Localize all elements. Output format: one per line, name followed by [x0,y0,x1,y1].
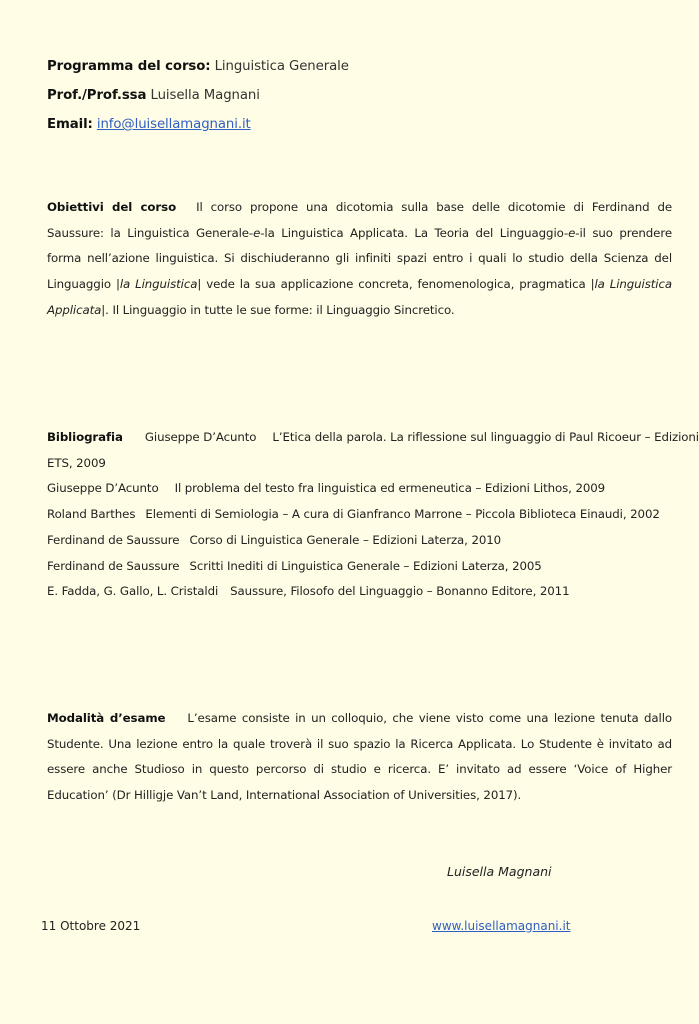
bibliography-section [47,425,699,605]
objectives-em-4: la Linguistica Applicata [47,277,672,317]
bib-author: Giuseppe D’Acunto [144,430,257,444]
bibliography-item [47,554,677,580]
course-label: Programma del corso: [47,59,211,74]
objectives-text-5: |. Il Linguaggio in tutte le sue forme: il Linguaggio Sincretico. [101,302,455,317]
objectives-text-3: -il suo prendere forma nell’azione linguistica. Si dischiuderanno gli infiniti spazi entro i quali lo studio della Scienza del Linguaggio | [47,225,672,292]
bib-work: Corso di Linguistica Generale – Edizioni Laterza, 2010 [189,532,502,547]
bibliography-label: Bibliografia [47,430,123,444]
exam-text: L’esame consiste in un colloquio, che viene visto come una lezione tenuta dallo Studente. Una lezione entro la quale troverà il suo spazio la Ricerca Applicata. Lo Studente è invitato ad essere anche Studioso in questo percorso di studio e ricerca. E’ invitato ad essere ‘Voice of Higher Education’ (Dr Hilligje Van’t Land, International Association of Universities, 2017). [47,711,672,803]
course-title-line [47,58,349,76]
bibliography-item [47,528,677,554]
bibliography-item [47,502,677,528]
objectives-text-2: -la Linguistica Applicata. La Teoria del Linguaggio- [260,225,569,240]
objectives-text-4: | vede la sua applicazione concreta, fenomenologica, pragmatica | [197,277,595,292]
email-line [47,116,251,134]
objectives-text-1: Il corso propone una dicotomia sulla base delle dicotomie di Ferdinand de Saussure: la Linguistica Generale- [47,200,672,240]
bibliography-item [47,451,677,477]
professor-name: Luisella Magnani [150,88,260,103]
bib-author: E. Fadda, G. Gallo, L. Cristaldi [47,584,219,599]
bib-author: Ferdinand de Saussure [47,558,180,573]
professor-label: Prof./Prof.ssa [47,88,147,103]
exam-section [47,706,672,809]
bib-work: L’Etica della parola. La riflessione sul linguaggio di Paul Ricoeur – Edizioni [272,430,699,444]
exam-label: Modalità d’esame [47,711,166,725]
objectives-em-2: e [568,225,576,240]
bib-author: Giuseppe D’Acunto [47,481,159,496]
bib-work: Scritti Inediti di Linguistica Generale – Edizioni Laterza, 2005 [189,558,542,573]
footer-website-link[interactable]: www.luisellamagnani.it [432,919,571,933]
objectives-section [47,195,672,324]
signature: Luisella Magnani [447,864,552,879]
bib-author: Ferdinand de Saussure [47,532,180,547]
professor-line [47,87,260,105]
bib-work: Elementi di Semiologia – A cura di Gianfranco Marrone – Piccola Biblioteca Einaudi, 2002 [145,507,660,522]
bib-work: Il problema del testo fra linguistica ed ermeneutica – Edizioni Lithos, 2009 [174,481,606,496]
bibliography-item [47,425,699,451]
footer-date: 11 Ottobre 2021 [41,919,141,933]
objectives-em-3: la Linguistica [119,277,198,292]
bibliography-item [47,476,677,502]
email-link[interactable]: info@luisellamagnani.it [96,117,251,132]
course-name: Linguistica Generale [214,59,349,74]
bib-work: ETS, 2009 [47,455,106,470]
email-label: Email: [47,117,93,132]
bib-author: Roland Barthes [47,507,136,522]
objectives-em-1: e [253,225,261,240]
bib-work: Saussure, Filosofo del Linguaggio – Bonanno Editore, 2011 [230,584,570,599]
bibliography-item [47,579,677,605]
objectives-label: Obiettivi del corso [47,200,177,214]
